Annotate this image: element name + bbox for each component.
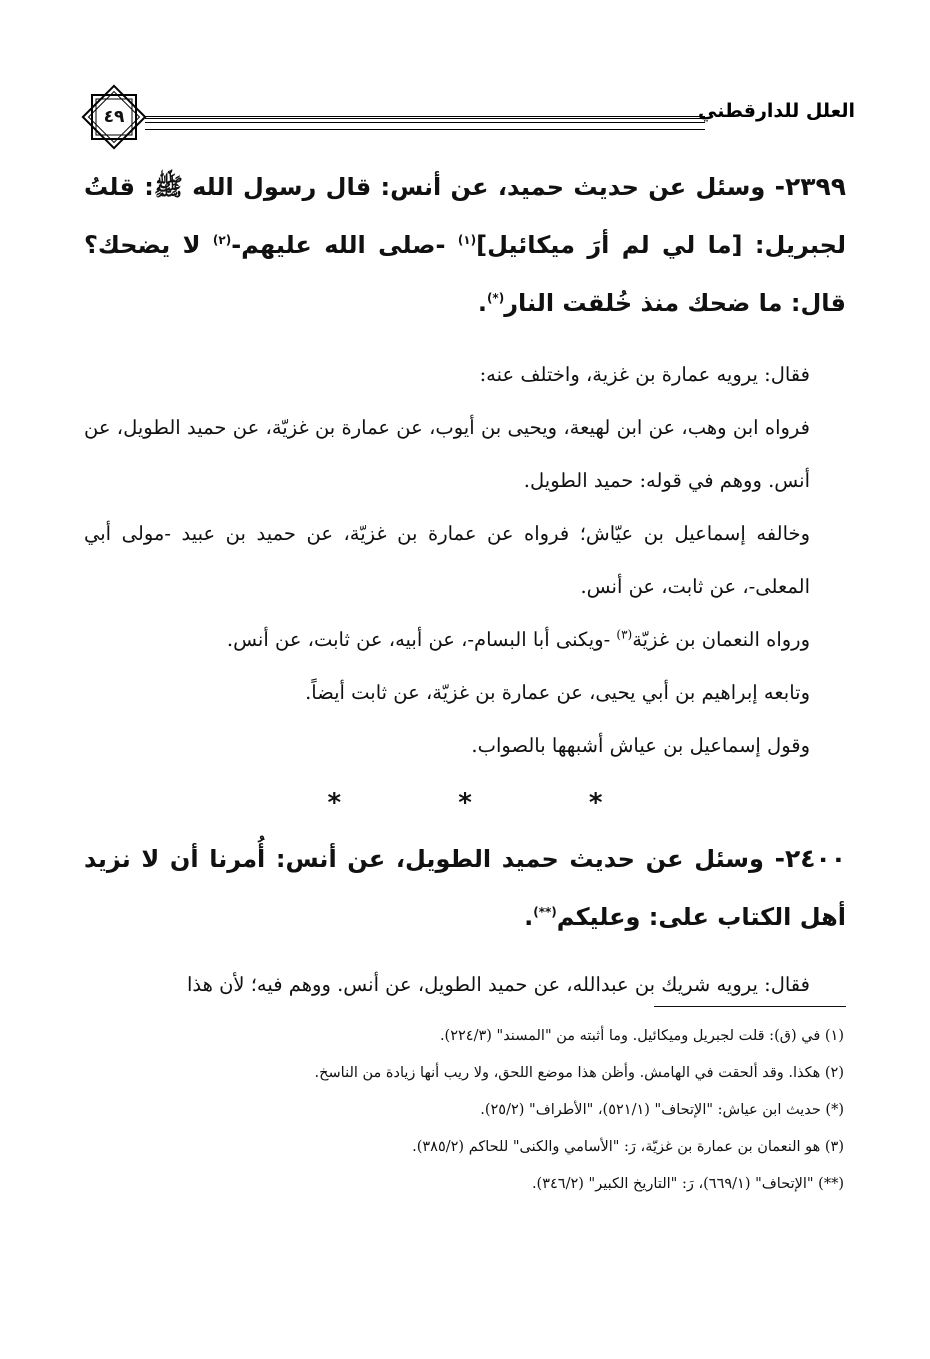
answer-paragraph: فقال: يرويه شريك بن عبدالله، عن حميد الطويل، عن أنس. ووهم فيه؛ لأن هذا (186, 973, 810, 996)
footnote-ref-double-star: (**) (533, 905, 557, 919)
footnote: (١) في (ق): قلت لجبريل وميكائيل. وما أثبته من "المسند" (٢٢٤/٣). (439, 1028, 844, 1044)
entry-number: ٢٤٠٠- (774, 844, 846, 873)
question-line-3-end: . (477, 289, 487, 317)
footnote-ref-star: (*) (486, 291, 505, 305)
page-header (75, 78, 855, 153)
answer-paragraph (84, 613, 846, 666)
answer-paragraph: وقول إسماعيل بن عياش أشبهها بالصواب. (471, 734, 810, 757)
answer-paragraph: وخالفه إسماعيل بن عيّاش؛ فرواه عن عمارة بن غزيّة، عن حميد بن عبيد -مولى أبي المعلى-، عن ثابت، عن أنس. (84, 522, 810, 598)
footnote-divider (654, 1006, 846, 1007)
question-line-2c: لا يضحك؟ قال: ما ضحك (84, 231, 846, 317)
section-separator: * * * (327, 788, 657, 818)
running-title: العلل للدارقطني (698, 100, 855, 122)
question-line-2b: -صلى الله عليهم- (231, 231, 458, 259)
footnote: (*) حديث ابن عياش: "الإتحاف" (٥٢١/١)، "الأطراف" (٢٥/٢). (480, 1102, 844, 1118)
answer-paragraph: وتابعه إبراهيم بن أبي يحيى، عن عمارة بن غزيّة، عن ثابت أيضاً. (305, 681, 810, 704)
entry-2399-question (84, 158, 846, 332)
page-body (84, 158, 846, 1011)
footnote: (٢) هكذا. وقد ألحقت في الهامش. وأظن هذا موضع اللحق، ولا ريب أنها زيادة من الناسخ. (314, 1065, 844, 1081)
header-rule (145, 116, 705, 130)
page-number-badge (75, 78, 153, 156)
answer-paragraph: فقال: يرويه عمارة بن غزية، واختلف عنه: (479, 363, 810, 386)
question-text: وسئل عن حديث حميد الطويل، عن أنس: أُمرنا أن لا نزيد أهل الكتاب على: وعليكم (84, 845, 846, 931)
page-number: ٤٩ (103, 107, 125, 127)
answer-text: -ويكنى أبا البسام-، عن أبيه، عن ثابت، عن أنس. (226, 628, 617, 651)
footnote-ref-1: (١) (457, 233, 477, 247)
entry-number: ٢٣٩٩- (774, 172, 846, 201)
question-end: . (524, 903, 534, 931)
question-line-1: وسئل عن حديث حميد، عن أنس: قال رسول الله ﷺ: قلتُ (84, 173, 766, 201)
footnotes (84, 1018, 844, 1203)
entry-2400-question (84, 830, 846, 946)
footnote: (٣) هو النعمان بن عمارة بن غزيّة، رَ: "الأسامي والكنى" للحاكم (٣٨٥/٢). (412, 1139, 844, 1155)
answer-text: ورواه النعمان بن غزيّة (632, 628, 810, 651)
question-line-3: منذ خُلقت النار (504, 289, 680, 317)
footnote-ref-3: (٣) (616, 627, 633, 642)
question-line-2a: لجبريل: [ما لي لم أرَ ميكائيل] (476, 231, 846, 259)
answer-paragraph: فرواه ابن وهب، عن ابن لهيعة، ويحيى بن أيوب، عن عمارة بن غزيّة، عن حميد الطويل، عن أنس. ووهم في قوله: حميد الطويل. (84, 416, 810, 492)
footnote: (**) "الإتحاف" (٦٦٩/١)، رَ: "التاريخ الكبير" (٣٤٦/٢). (531, 1176, 844, 1192)
footnote-ref-2: (٢) (212, 233, 232, 247)
